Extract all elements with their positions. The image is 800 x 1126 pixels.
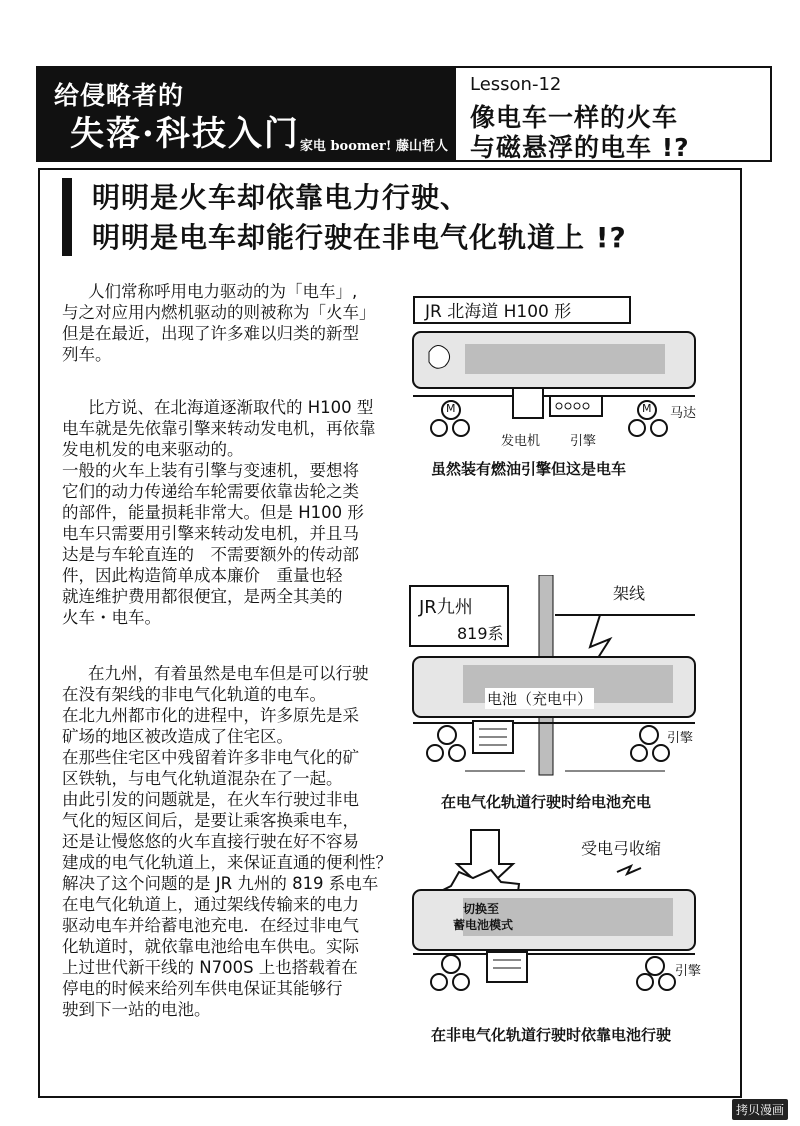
body-text-line: 气化的短区间后，是要让乘客换乘电车， [62, 811, 359, 830]
diagram-h100 [405, 292, 705, 482]
diagram-819-charging [405, 575, 705, 815]
body-text-line: 在没有架线的非电气化轨道的电车。 [62, 685, 326, 704]
body-text-line: 与之对应用内燃机驱动的则被称为「火车」 [62, 303, 376, 322]
lesson-number: Lesson-12 [470, 74, 562, 95]
label-generator: 发电机 [501, 434, 541, 449]
watermark: 拷贝漫画 [732, 1099, 788, 1120]
headline-accent-bar [62, 178, 72, 256]
series-title-line2: 失落·科技入门 [70, 114, 300, 154]
body-text-line: 驶到下一站的电池。 [62, 1000, 211, 1019]
diagram-h100-drawing [405, 292, 705, 482]
body-text-line: 人们常称呼用电力驱动的为「电车」, [88, 282, 358, 301]
diagram-819-sign-line2: 819系 [457, 624, 504, 643]
body-text-line: 火车・电车。 [62, 608, 161, 627]
body-text-line: 矿场的地区被改造成了住宅区。 [62, 727, 293, 746]
label-overhead-wire: 架线 [613, 584, 646, 603]
label-engine-819: 引擎 [667, 731, 694, 746]
motor-symbol-left: M [446, 402, 456, 415]
diagram-819-battery [405, 828, 705, 1058]
body-text-line: 但是在最近，出现了许多难以归类的新型 [62, 324, 359, 343]
headline-line2: 明明是电车却能行驶在非电气化轨道上 !? [92, 221, 627, 254]
body-text-line: 停电的时候来给列车供电保证其能够行 [62, 979, 343, 998]
diagram-h100-caption: 虽然装有燃油引擎但这是电车 [431, 460, 627, 478]
body-text-line: 由此引发的问题就是，在火车行驶过非电 [62, 790, 359, 809]
body-text-line: 在九州，有着虽然是电车但是可以行驶 [88, 664, 369, 683]
body-text-line: 发电机发的电来驱动的。 [62, 440, 244, 459]
body-text-line: 比方说、在北海道逐渐取代的 H100 型 [88, 398, 374, 417]
motor-symbol-right: M [642, 402, 652, 415]
body-text-line: 区铁轨，与电气化轨道混杂在了一起。 [62, 769, 343, 788]
body-text-line: 列车。 [62, 345, 112, 364]
diagram-819-battery-caption: 在非电气化轨道行驶时依靠电池行驶 [431, 1026, 672, 1044]
body-text-line: 解决了这个问题的是 JR 九州的 819 系电车 [62, 874, 379, 893]
body-text-line: 它们的动力传递给车轮需要依靠齿轮之类 [62, 482, 359, 501]
series-title-block [38, 68, 456, 160]
body-text-line: 电车只需要用引擎来转动发电机，并且马 [62, 524, 359, 543]
series-author: 家电 boomer! 藤山哲人 [299, 139, 448, 154]
body-text-line: 还是让慢悠悠的火车直接行驶在好不容易 [62, 832, 359, 851]
label-motor: 马达 [670, 406, 697, 421]
body-text-line: 在北九州都市化的进程中，许多原先是采 [62, 706, 359, 725]
battery-mode-burst-line1: 切换至 [463, 902, 500, 916]
diagram-819-sign-line1: JR九州 [419, 597, 473, 618]
body-text-line: 化轨道时，就依靠电池给电车供电。实际 [62, 937, 359, 956]
body-text-line: 就连维护费用都很便宜，是两全其美的 [62, 587, 343, 606]
label-pantograph-retract: 受电弓收缩 [581, 839, 662, 858]
diagram-819-charging-caption: 在电气化轨道行驶时给电池充电 [441, 793, 652, 811]
body-text-line: 上过世代新干线的 N700S 上也搭载着在 [62, 958, 358, 977]
body-text-line: 在那些住宅区中残留着许多非电气化的矿 [62, 748, 359, 767]
body-text-line: 在电气化轨道上，通过架线传输来的电力 [62, 895, 359, 914]
label-battery-charging: 电池（充电中） [487, 690, 593, 708]
lesson-title-line1: 像电车一样的火车 [470, 103, 679, 132]
label-engine-battery: 引擎 [675, 964, 702, 979]
body-text-line: 件，因此构造简单成本廉价 重量也轻 [62, 566, 343, 585]
battery-mode-burst-line2: 蓄电池模式 [453, 918, 514, 932]
body-text-line: 电车就是先依靠引擎来转动发电机，再依靠 [62, 419, 376, 438]
label-engine: 引擎 [570, 434, 597, 449]
lesson-title-line2: 与磁悬浮的电车 !? [470, 133, 690, 162]
page-header [36, 66, 772, 162]
body-text-line: 的部件，能量损耗非常大。但是 H100 形 [62, 503, 364, 522]
diagram-h100-sign: JR 北海道 H100 形 [413, 296, 631, 324]
body-text-line: 驱动电车并给蓄电池充电．在经过非电气 [62, 916, 359, 935]
series-title-line1: 给侵略者的 [54, 81, 185, 110]
body-text-line: 建成的电气化轨道上，来保证直通的便利性？ [62, 853, 392, 872]
headline-line1: 明明是火车却依靠电力行驶、 [92, 181, 470, 214]
body-text-line: 一般的火车上装有引擎与变速机，要想将 [62, 461, 359, 480]
body-text-line: 达是与车轮直连的 不需要额外的传动部 [62, 545, 359, 564]
